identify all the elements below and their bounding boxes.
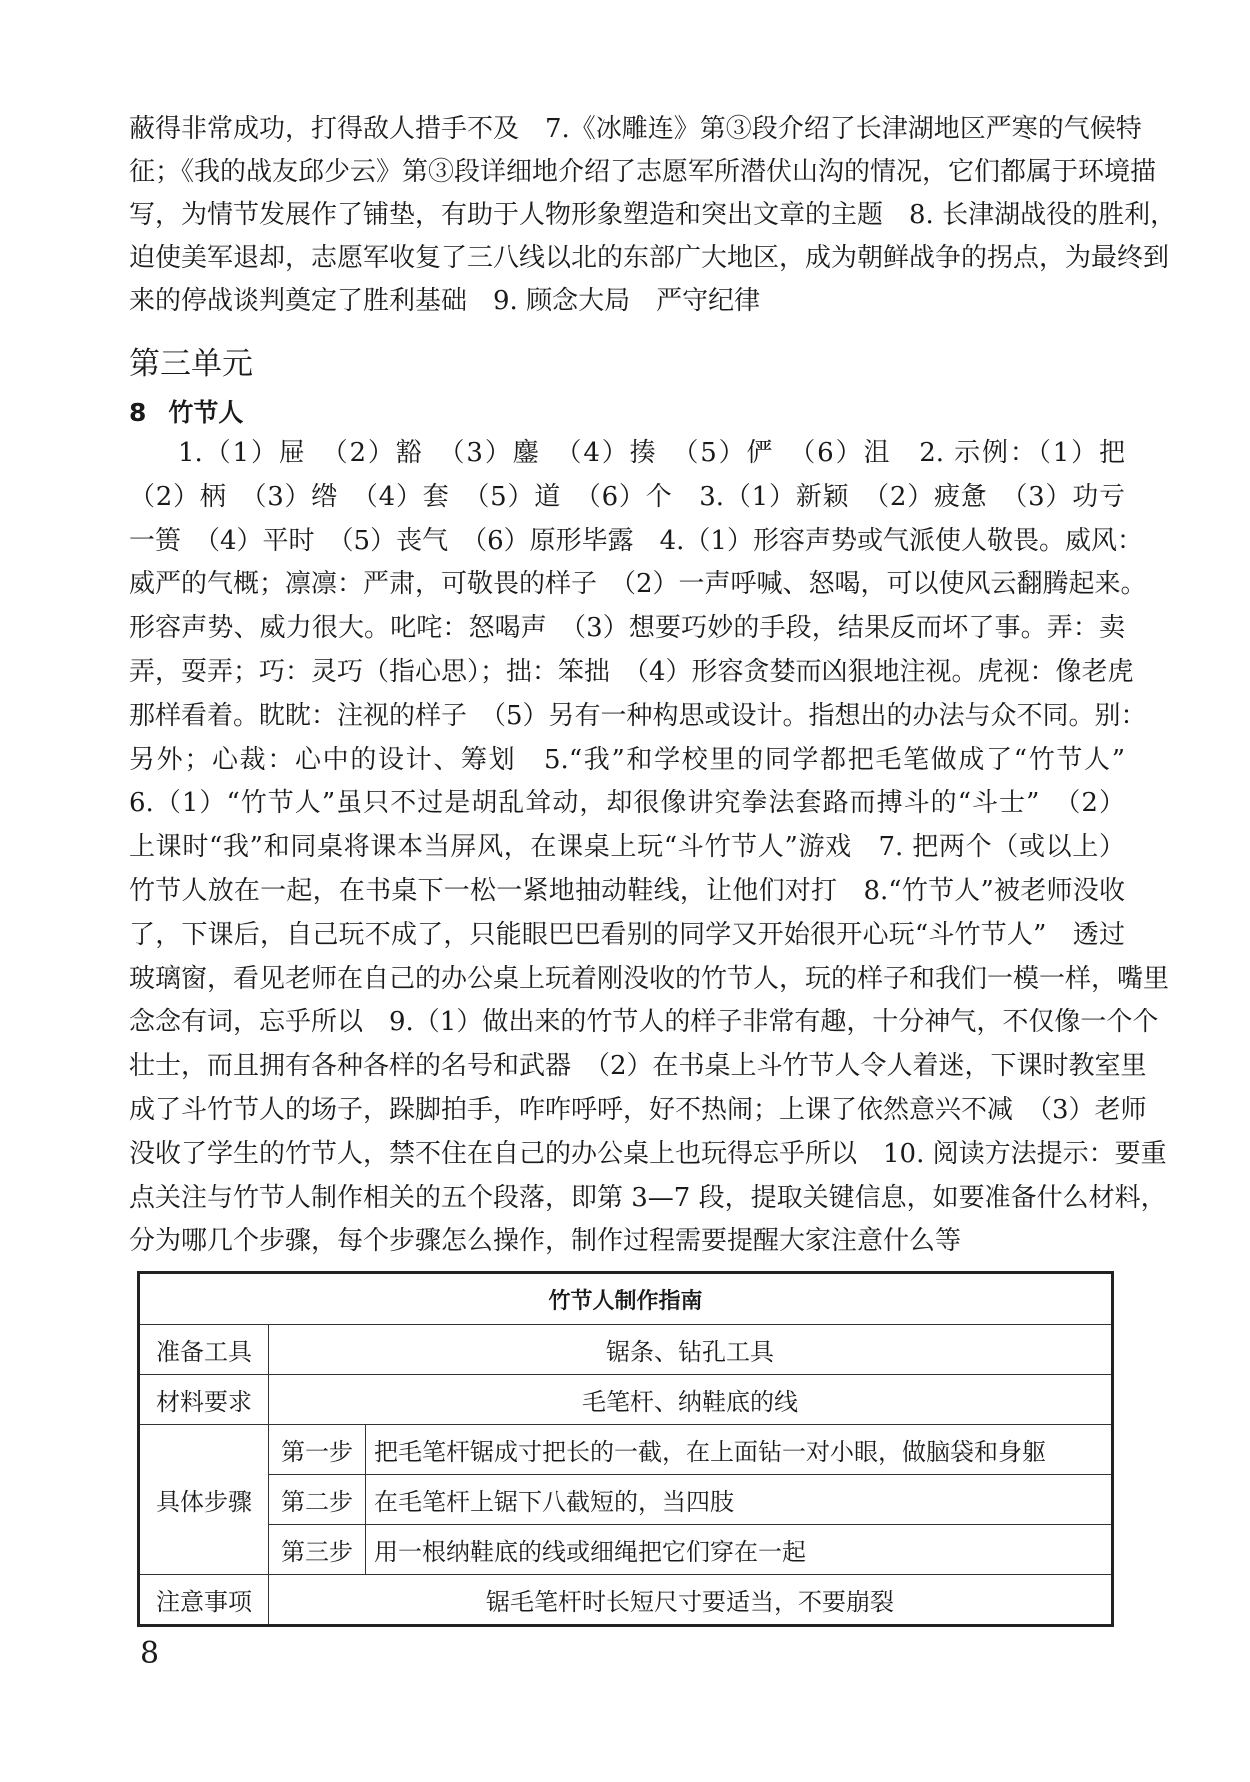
step-text: 把毛笔杆锯成寸把长的一截，在上面钻一对小眼，做脑袋和身躯 [366, 1425, 1113, 1475]
row-value: 锯条、钻孔工具 [269, 1325, 1113, 1375]
guide-table [137, 1271, 1114, 1627]
text-line: 玻璃窗，看见老师在自己的办公桌上玩着刚没收的竹节人，玩的样子和我们一模一样，嘴里 [129, 963, 1170, 994]
text-line: 蔽得非常成功，打得敌人措手不及 7.《冰雕连》第③段介绍了长津湖地区严寒的气候特 [129, 114, 1142, 144]
text-line: 壮士，而且拥有各种各样的名号和武器 （2）在书桌上斗竹节人令人着迷，下课时教室里 [129, 1051, 1147, 1082]
step-label: 第一步 [269, 1425, 366, 1475]
page-number: 8 [140, 1636, 160, 1671]
row-value: 毛笔杆、纳鞋底的线 [269, 1375, 1113, 1425]
text-line: 迫使美军退却，志愿军收复了三八线以北的东部广大地区，成为朝鲜战争的拐点，为最终到 [129, 243, 1170, 273]
step-label: 第三步 [269, 1525, 366, 1575]
row-label: 注意事项 [139, 1575, 269, 1626]
table-row [139, 1525, 1113, 1575]
text-line: 念念有词，忘乎所以 9.（1）做出来的竹节人的样子非常有趣，十分神气，不仅像一个个 [129, 1007, 1159, 1038]
lesson-number: 8 [129, 398, 147, 427]
text-line: 1.（1）屉 （2）豁 （3）鏖 （4）揍 （5）俨 （6）沮 2. 示例：（1）把 [178, 438, 1125, 468]
text-line: 没收了学生的竹节人，禁不住在自己的办公桌上也玩得忘乎所以 10. 阅读方法提示：要重 [129, 1138, 1167, 1169]
text-line: 点关注与竹节人制作相关的五个段落，即第 3—7 段，提取关键信息，如要准备什么材料， [129, 1182, 1167, 1213]
text-line: 另外；心裁：心中的设计、筹划 5.“我”和学校里的同学都把毛笔做成了“竹节人” [129, 744, 1125, 775]
lesson-heading [129, 393, 265, 429]
text-line: 了，下课后，自己玩不成了，只能眼巴巴看别的同学又开始很开心玩“斗竹节人” 透过 [129, 919, 1125, 950]
table-row [139, 1575, 1113, 1626]
text-line: 弄，耍弄；巧：灵巧（指心思）；拙：笨拙 （4）形容贪婪而凶狠地注视。虎视：像老虎 [129, 657, 1134, 687]
lesson-title: 竹节人 [168, 398, 244, 427]
unit-heading: 第三单元 [129, 346, 253, 382]
text-line: 威严的气概；凛凛：严肃，可敬畏的样子 （2）一声呼喊、怒喝，可以使风云翻腾起来。 [129, 569, 1147, 600]
row-label: 准备工具 [139, 1325, 269, 1375]
step-text: 在毛笔杆上锯下八截短的，当四肢 [366, 1475, 1113, 1525]
text-line: 一篑 （4）平时 （5）丧气 （6）原形毕露 4.（1）形容声势或气派使人敬畏。威风： [129, 525, 1143, 556]
text-line: 形容声势、威力很大。叱咤：怒喝声 （3）想要巧妙的手段，结果反而坏了事。弄：卖 [129, 613, 1125, 644]
step-label: 第二步 [269, 1475, 366, 1525]
step-text: 用一根纳鞋底的线或细绳把它们穿在一起 [366, 1525, 1113, 1575]
text-line: 6.（1）“竹节人”虽只不过是胡乱耸动，却很像讲究拳法套路而搏斗的“斗士” （2） [129, 788, 1125, 819]
text-line: 竹节人放在一起，在书桌下一松一紧地抽动鞋线，让他们对打 8.“竹节人”被老师没收 [129, 876, 1125, 906]
text-line: 成了斗竹节人的场子，跺脚拍手，咋咋呼呼，好不热闹；上课了依然意兴不减 （3）老师 [129, 1095, 1147, 1125]
text-line: 征；《我的战友邱少云》第③段详细地介绍了志愿军所潜伏山沟的情况，它们都属于环境描 [129, 157, 1157, 187]
table-row [139, 1375, 1113, 1425]
text-line: （2）柄 （3）绺 （4）套 （5）道 （6）个 3.（1）新颖 （2）疲惫 （3）功亏 [129, 481, 1125, 512]
table-title: 竹节人制作指南 [139, 1273, 1113, 1325]
table-row [139, 1425, 1113, 1475]
row-label: 具体步骤 [139, 1425, 269, 1575]
row-value: 锯毛笔杆时长短尺寸要适当，不要崩裂 [269, 1575, 1113, 1626]
table-row [139, 1325, 1113, 1375]
text-line: 那样看着。眈眈：注视的样子 （5）另有一种构思或设计。指想出的办法与众不同。别： [129, 700, 1147, 731]
row-label: 材料要求 [139, 1375, 269, 1425]
table-row [139, 1475, 1113, 1525]
text-line: 上课时“我”和同桌将课本当屏风，在课桌上玩“斗竹节人”游戏 7. 把两个（或以上） [129, 832, 1125, 863]
text-line: 写，为情节发展作了铺垫，有助于人物形象塑造和突出文章的主题 8. 长津湖战役的胜利， [129, 200, 1177, 230]
text-line: 分为哪几个步骤，每个步骤怎么操作，制作过程需要提醒大家注意什么等 [129, 1226, 962, 1257]
text-line: 来的停战谈判奠定了胜利基础 9. 顾念大局 严守纪律 [129, 286, 761, 316]
